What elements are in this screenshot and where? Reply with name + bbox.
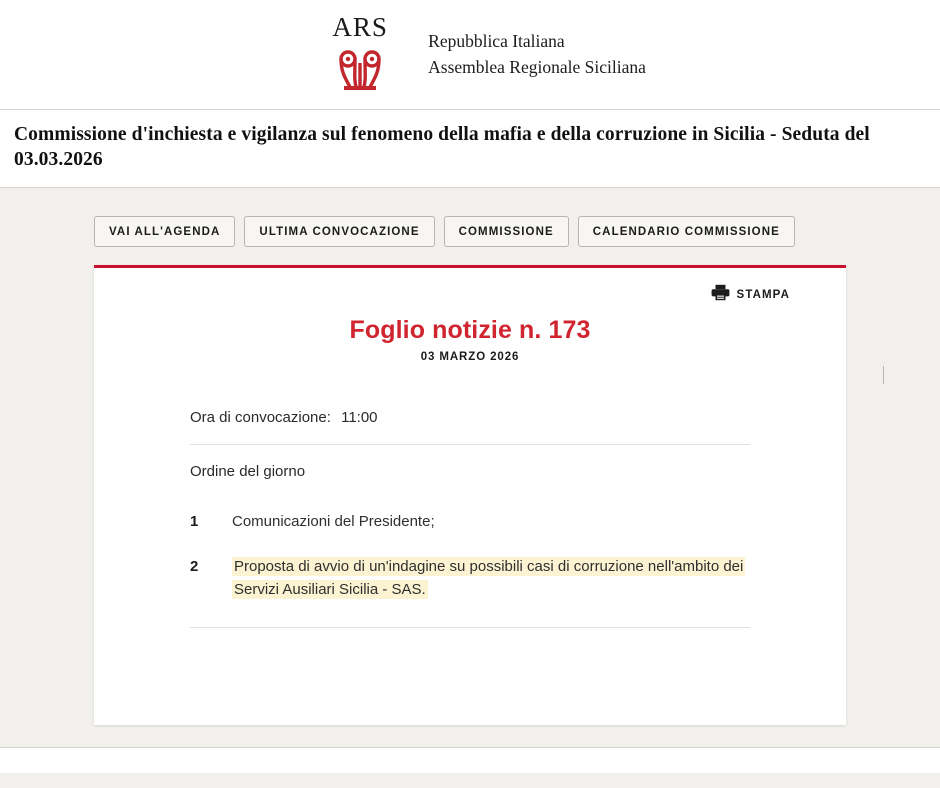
list-item: [190, 555, 750, 602]
organization-line-2: Assemblea Regionale Siciliana: [428, 56, 646, 77]
notice-card: [94, 265, 846, 725]
agenda-list: [150, 510, 790, 602]
ars-logo-mark[interactable]: [314, 14, 406, 95]
agenda-section-label: Ordine del giorno: [190, 462, 306, 480]
print-action[interactable]: [150, 284, 790, 306]
organization-name: [428, 29, 646, 80]
main-content: [0, 188, 940, 725]
agenda-item-text: Comunicazioni del Presidente;: [232, 512, 435, 530]
agenda-item-text-highlighted: Proposta di avvio di un'indagine su possibili casi di corruzione nell'ambito dei Servizi Ausiliari Sicilia - SAS.: [234, 557, 744, 599]
content-inner: [94, 216, 846, 725]
agenda-item-number: 1: [190, 512, 199, 530]
page-title-band: [0, 110, 940, 188]
tab-commissione[interactable]: COMMISSIONE: [444, 216, 569, 247]
convocation-row: [150, 409, 790, 444]
organization-line-1: Repubblica Italiana: [428, 31, 565, 52]
footer-strip: [0, 747, 940, 773]
agenda-item-number: 2: [190, 557, 199, 575]
tab-vai-all-agenda[interactable]: VAI ALL'AGENDA: [94, 216, 235, 247]
logo-acronym: ARS: [332, 12, 388, 42]
ars-triskelion-emblem-icon: [332, 43, 388, 95]
section-nav-tabs: [94, 216, 846, 247]
page-title: Commissione d'inchiesta e vigilanza sul fenomeno della mafia e della corruzione in Sicilia - Seduta del 03.03.2026: [14, 124, 870, 171]
divider-below-agenda: [190, 627, 750, 628]
ars-logo-block[interactable]: [314, 14, 646, 95]
document-title: Foglio notizie n. 173: [349, 315, 591, 344]
scroll-tick-marker: [883, 366, 884, 384]
site-header: [0, 0, 940, 110]
printer-icon: [711, 284, 730, 306]
print-label: STAMPA: [736, 288, 790, 301]
tab-calendario-commissione[interactable]: CALENDARIO COMMISSIONE: [578, 216, 795, 247]
convocation-label: Ora di convocazione:: [190, 408, 331, 426]
divider-above-agenda: [190, 444, 750, 445]
list-item: [190, 510, 750, 533]
document-date: 03 MARZO 2026: [420, 350, 520, 363]
convocation-time: 11:00: [341, 408, 378, 426]
tab-ultima-convocazione[interactable]: ULTIMA CONVOCAZIONE: [244, 216, 434, 247]
